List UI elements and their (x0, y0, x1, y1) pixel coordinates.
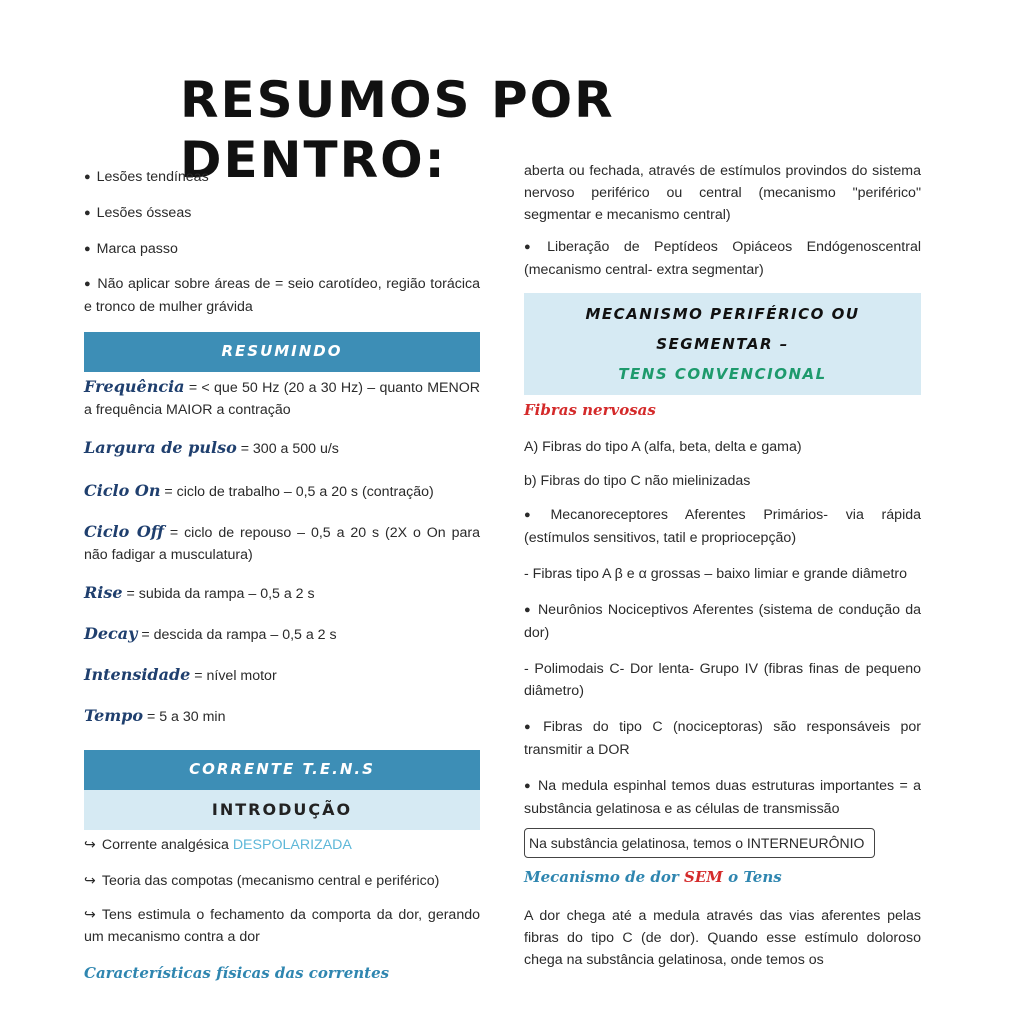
params-list (84, 376, 480, 728)
bullet-fibras-c: ● Fibras do tipo C (nociceptoras) são responsáveis por transmitir a DOR (524, 716, 921, 761)
fibras-a-beta-alfa: - Fibras tipo A β e α grossas – baixo limiar e grande diâmetro (524, 566, 908, 582)
resumindo-heading: RESUMINDO (84, 332, 480, 372)
param-term: Largura de pulso (84, 438, 237, 457)
mecanismo-heading-line1: MECANISMO PERIFÉRICO OU SEGMENTAR – (585, 305, 860, 353)
left-column (84, 160, 480, 985)
param-intensidade (84, 664, 480, 687)
bullet-marca-passo: ● Marca passo (84, 238, 480, 261)
introducao-heading: INTRODUÇÃO (84, 790, 480, 830)
param-text: = subida da rampa – 0,5 a 2 s (122, 586, 315, 602)
intro-item-2 (84, 870, 480, 892)
param-largura (84, 437, 480, 460)
param-text: = descida da rampa – 0,5 a 2 s (137, 627, 337, 643)
intro-item-1 (84, 834, 480, 856)
bullet-medula: ● Na medula espinhal temos duas estruturas importantes = a substância gelatinosa e as células de transmissão (524, 775, 921, 820)
param-frequencia (84, 376, 480, 421)
intro-text: Teoria das compotas (mecanismo central e periférico) (101, 873, 440, 889)
dor-chega-paragraph: A dor chega até a medula através das vias aferentes pelas fibras do tipo C (de dor). Quando esse estímulo doloroso chega na substância gelatinosa, onde temos os (524, 908, 921, 967)
mec-part2: SEM (684, 868, 723, 886)
bullet-nao-aplicar: ● Não aplicar sobre áreas de = seio carotídeo, região torácica e tronco de mulher grávida (84, 273, 480, 318)
interneuronio-box: Na substância gelatinosa, temos o INTERNEURÔNIO (524, 828, 875, 858)
bullet-lesoes-tendineas: ● Lesões tendíneas (84, 166, 480, 189)
bullet-lesoes-osseas: ● Lesões ósseas (84, 202, 480, 225)
page-title: RESUMOS POR DENTRO: (180, 71, 615, 189)
param-decay (84, 623, 480, 646)
param-term: Ciclo On (84, 481, 161, 500)
intro-text: Corrente analgésica (101, 837, 233, 853)
mecanismo-dor-heading (524, 866, 921, 889)
param-text: = 5 a 30 min (143, 709, 226, 725)
param-text: = < que 50 Hz (20 a 30 Hz) – quanto MENOR a frequência MAIOR a contração (84, 380, 480, 418)
fibras-tipo-c: b) Fibras do tipo C não mielinizadas (524, 473, 751, 489)
param-term: Frequência (84, 377, 185, 396)
param-ciclo-off (84, 521, 480, 566)
right-column (524, 160, 921, 967)
corrente-tens-heading: CORRENTE T.E.N.S (84, 750, 480, 790)
bullet-neuronios: ● Neurônios Nociceptivos Aferentes (sistema de condução da dor) (524, 599, 921, 644)
caracteristicas-heading (84, 962, 480, 985)
return-arrow-icon: ↪ (84, 907, 96, 923)
despolarizada-highlight: DESPOLARIZADA (232, 837, 352, 853)
param-text: = nível motor (190, 668, 277, 684)
param-term: Rise (84, 583, 123, 602)
param-text: = ciclo de trabalho – 0,5 a 20 s (contração) (160, 484, 434, 500)
interneuronio-box-wrap (524, 828, 921, 858)
polimodais-c: - Polimodais C- Dor lenta- Grupo IV (fibras finas de pequeno diâmetro) (524, 661, 921, 699)
fibras-tipo-a: A) Fibras do tipo A (alfa, beta, delta e gama) (524, 439, 802, 455)
intro-text: Tens estimula o fechamento da comporta da dor, gerando um mecanismo contra a dor (84, 907, 480, 945)
param-term: Decay (84, 624, 138, 643)
bullet-peptideos: ● Liberação de Peptídeos Opiáceos Endógenoscentral (mecanismo central- extra segmentar) (524, 236, 921, 281)
param-tempo (84, 705, 480, 728)
param-term: Ciclo Off (84, 522, 164, 541)
bullet-mecanoreceptores: ● Mecanoreceptores Aferentes Primários- via rápida (estímulos sensitivos, tatil e propriocepção) (524, 504, 921, 549)
fibras-nervosas-heading (524, 399, 921, 422)
param-term: Intensidade (84, 665, 191, 684)
intro-item-3 (84, 904, 480, 948)
caracteristicas-title: Características físicas das correntes (84, 964, 390, 982)
fibras-nervosas-title: Fibras nervosas (524, 401, 656, 419)
return-arrow-icon: ↪ (84, 837, 96, 853)
return-arrow-icon: ↪ (84, 873, 96, 889)
mec-part3: o Tens (722, 868, 782, 886)
param-term: Tempo (84, 706, 144, 725)
param-ciclo-on (84, 480, 480, 503)
mec-part1: Mecanismo de dor (524, 868, 685, 886)
mecanismo-periferico-heading (524, 293, 921, 395)
param-text: = ciclo de repouso – 0,5 a 20 s (2X o On para não fadigar a musculatura) (84, 525, 480, 563)
param-text: = 300 a 500 u/s (236, 441, 339, 457)
mecanismo-heading-line2: TENS CONVENCIONAL (618, 365, 827, 383)
param-rise (84, 582, 480, 605)
comporta-paragraph: aberta ou fechada, através de estímulos provindos do sistema nervoso periférico ou central (mecanismo "periférico" segmentar e mecanismo central) (524, 163, 921, 223)
